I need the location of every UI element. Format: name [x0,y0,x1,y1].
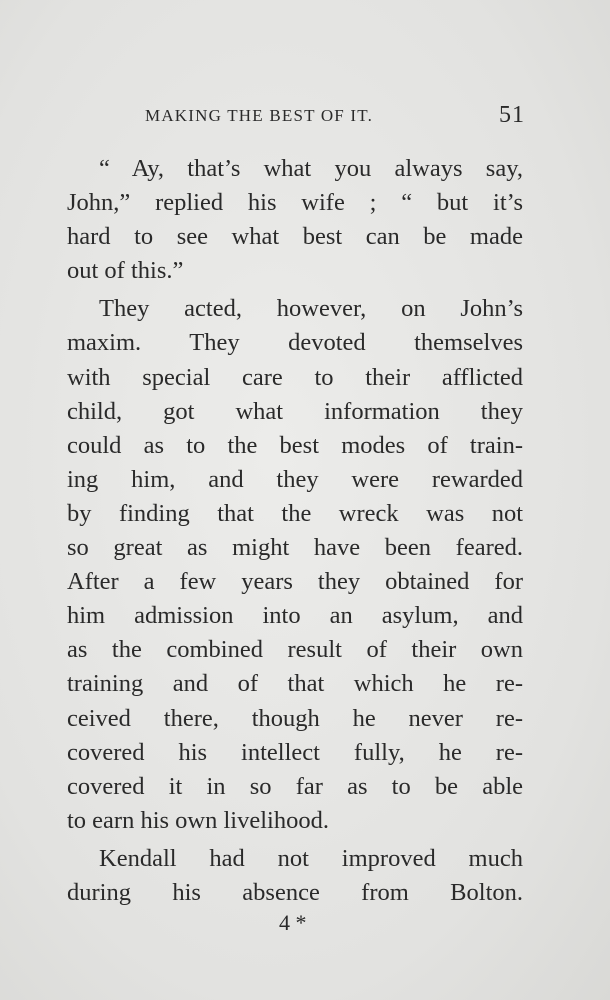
text-line: during his absence from Bolton. [67,878,523,906]
paragraph [67,292,523,838]
text-line: They acted, however, on John’s [99,295,523,323]
text-line: covered his intellect fully, he re- [67,738,523,766]
text-line: training and of that which he re- [67,670,523,698]
text-line: maxim. They devoted themselves [67,329,523,357]
body-text [67,152,523,910]
text-line: by finding that the wreck was not [67,499,523,527]
text-line: so great as might have been feared. [67,534,523,562]
running-title: MAKING THE BEST OF IT. [145,106,374,125]
text-line: “ Ay, that’s what you always say, [99,155,523,182]
text-line: John,” replied his wife ; “ but it’s [67,189,523,217]
text-line: ceived there, though he never re- [67,704,523,732]
text-line: him admission into an asylum, and [67,602,523,630]
text-line: out of this.” [67,257,184,285]
page-number: 51 [499,102,525,128]
running-head [145,102,525,132]
text-line: ing him, and they were rewarded [67,465,523,493]
text-line: Kendall had not improved much [99,844,523,872]
text-line: child, got what information they [67,397,523,425]
text-line: as the combined result of their own [67,636,523,664]
text-line: with special care to their afflicted [67,363,523,391]
paragraph [67,842,523,910]
text-line: hard to see what best can be made [67,223,523,251]
text-line: After a few years they obtained for [67,568,523,596]
text-line: could as to the best modes of train- [67,431,523,459]
signature-mark: 4 * [279,910,307,935]
text-line: covered it in so far as to be able [67,772,523,800]
text-line: to earn his own livelihood. [67,806,329,834]
paragraph [67,152,523,288]
